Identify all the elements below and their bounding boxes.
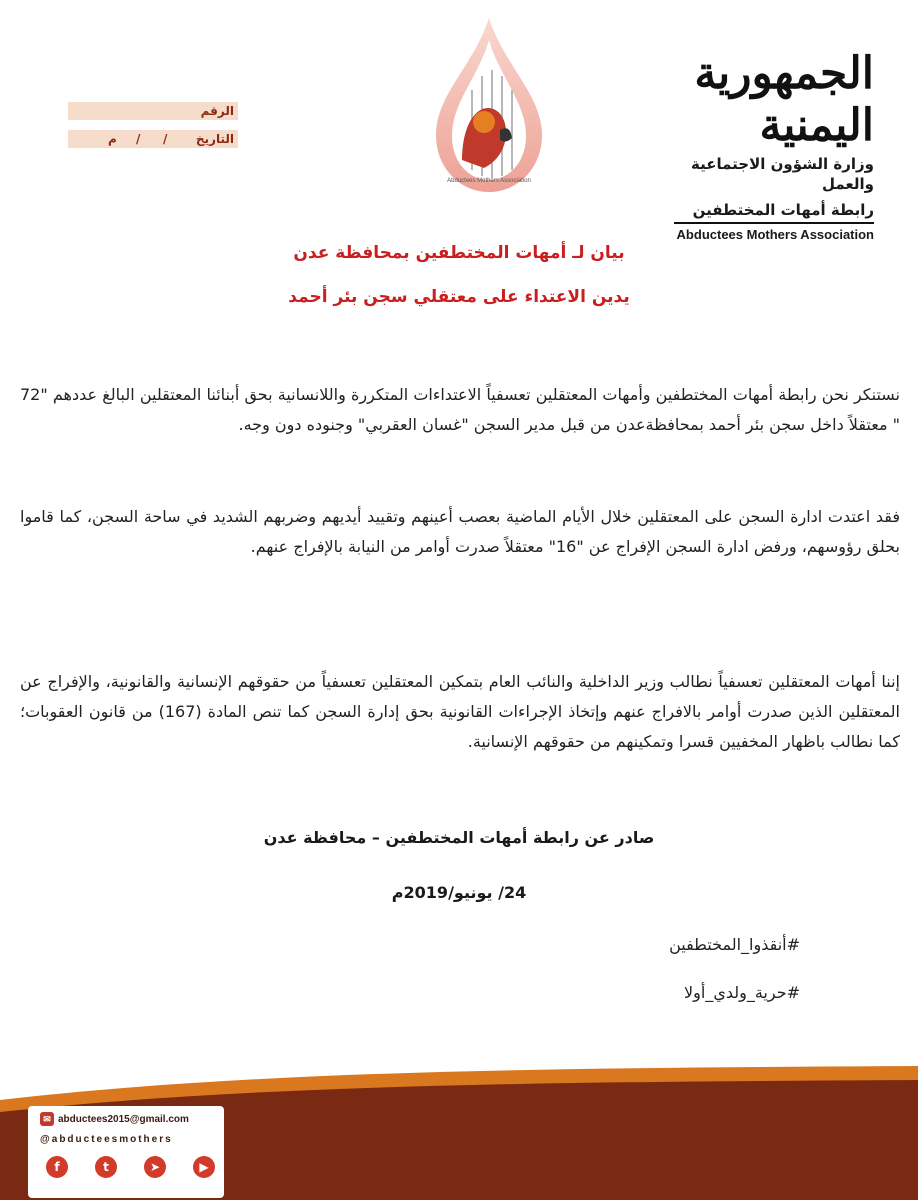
- date-suffix: م: [108, 132, 117, 146]
- youtube-icon[interactable]: ▶: [193, 1156, 215, 1178]
- reference-label: الرقم: [200, 104, 234, 118]
- republic-name: الجمهورية اليمنية: [694, 48, 874, 151]
- footer-contacts: [40, 1112, 215, 1190]
- statement-date: 24/ يونيو/2019م: [391, 883, 527, 902]
- telegram-icon[interactable]: ➤: [144, 1156, 166, 1178]
- statement-subtitle: يدين الاعتداء على معتقلي سجن بئر أحمد: [288, 287, 630, 307]
- hashtag-2[interactable]: #حرية_ولدي_أولا: [684, 983, 800, 1002]
- association-name-ar: رابطة أمهات المختطفين: [692, 201, 874, 219]
- statement-title: بيان لـ أمهات المختطفين بمحافظة عدن: [293, 243, 625, 263]
- association-logo: [414, 10, 564, 200]
- social-links: [40, 1156, 215, 1182]
- date-field: [68, 130, 238, 148]
- date-separator: /: [163, 132, 168, 146]
- email-contact[interactable]: [40, 1112, 189, 1128]
- header-divider: [674, 222, 874, 224]
- letterhead-right: [634, 48, 874, 242]
- date-label: التاريخ: [195, 132, 234, 146]
- body-paragraph-1: نستنكر نحن رابطة أمهات المختطفين وأمهات المعتقلين تعسفياً الاعتداءات المتكررة واللانسانية بحق أبنائنا المعتقلين البالغ عددهم "72 " معتقلاً داخل سجن بئر أحمد بمحافظةعدن من قبل مدير السجن "غسان العقربي" وجنوده دون وجه.: [20, 385, 900, 434]
- reference-field: [68, 102, 238, 120]
- body-paragraph-3: إننا أمهات المعتقلين تعسفياً نطالب وزير الداخلية والنائب العام بتمكين المعتقلين تعسفياً من حقوقهم الإنسانية والقانونية، والإفراج عن المعتقلين الذين صدرت أوامر بالافراج عنهم وإتخاذ الإجراءات القانونية بحق إدارة السجن كما تنص المادة (167) من قانون العقوبات؛ كما نطالب باظهار المخفيين قسرا وتمكينهم من حقوقهم الإنسانية.: [20, 672, 900, 751]
- date-separator: /: [136, 132, 141, 146]
- email-text: abductees2015@gmail.com: [58, 1114, 189, 1125]
- association-name-en: Abductees Mothers Association: [676, 227, 874, 242]
- logo-caption: Abductees Mothers Association: [447, 178, 531, 184]
- social-handle[interactable]: @abducteesmothers: [40, 1134, 173, 1145]
- mail-icon: ✉: [40, 1112, 54, 1126]
- ministry-name: وزارة الشؤون الاجتماعية والعمل: [690, 155, 874, 193]
- hashtag-1[interactable]: #أنقذوا_المختطفين: [669, 935, 800, 954]
- body-paragraph-2: فقد اعتدت ادارة السجن على المعتقلين خلال الأيام الماضية بعصب أعينهم وتقييد أيديهم وضربهم الشديد في ساحة السجن، كما قاموا بحلق رؤوسهم، ورفض ادارة السجن الإفراج عن "16" معتقلاً صدرت أوامر من النيابة بالإفراج عنهم.: [20, 507, 900, 556]
- facebook-icon[interactable]: f: [46, 1156, 68, 1178]
- issued-by: صادر عن رابطة أمهات المختطفين – محافظة عدن: [263, 828, 655, 847]
- twitter-icon[interactable]: t: [95, 1156, 117, 1178]
